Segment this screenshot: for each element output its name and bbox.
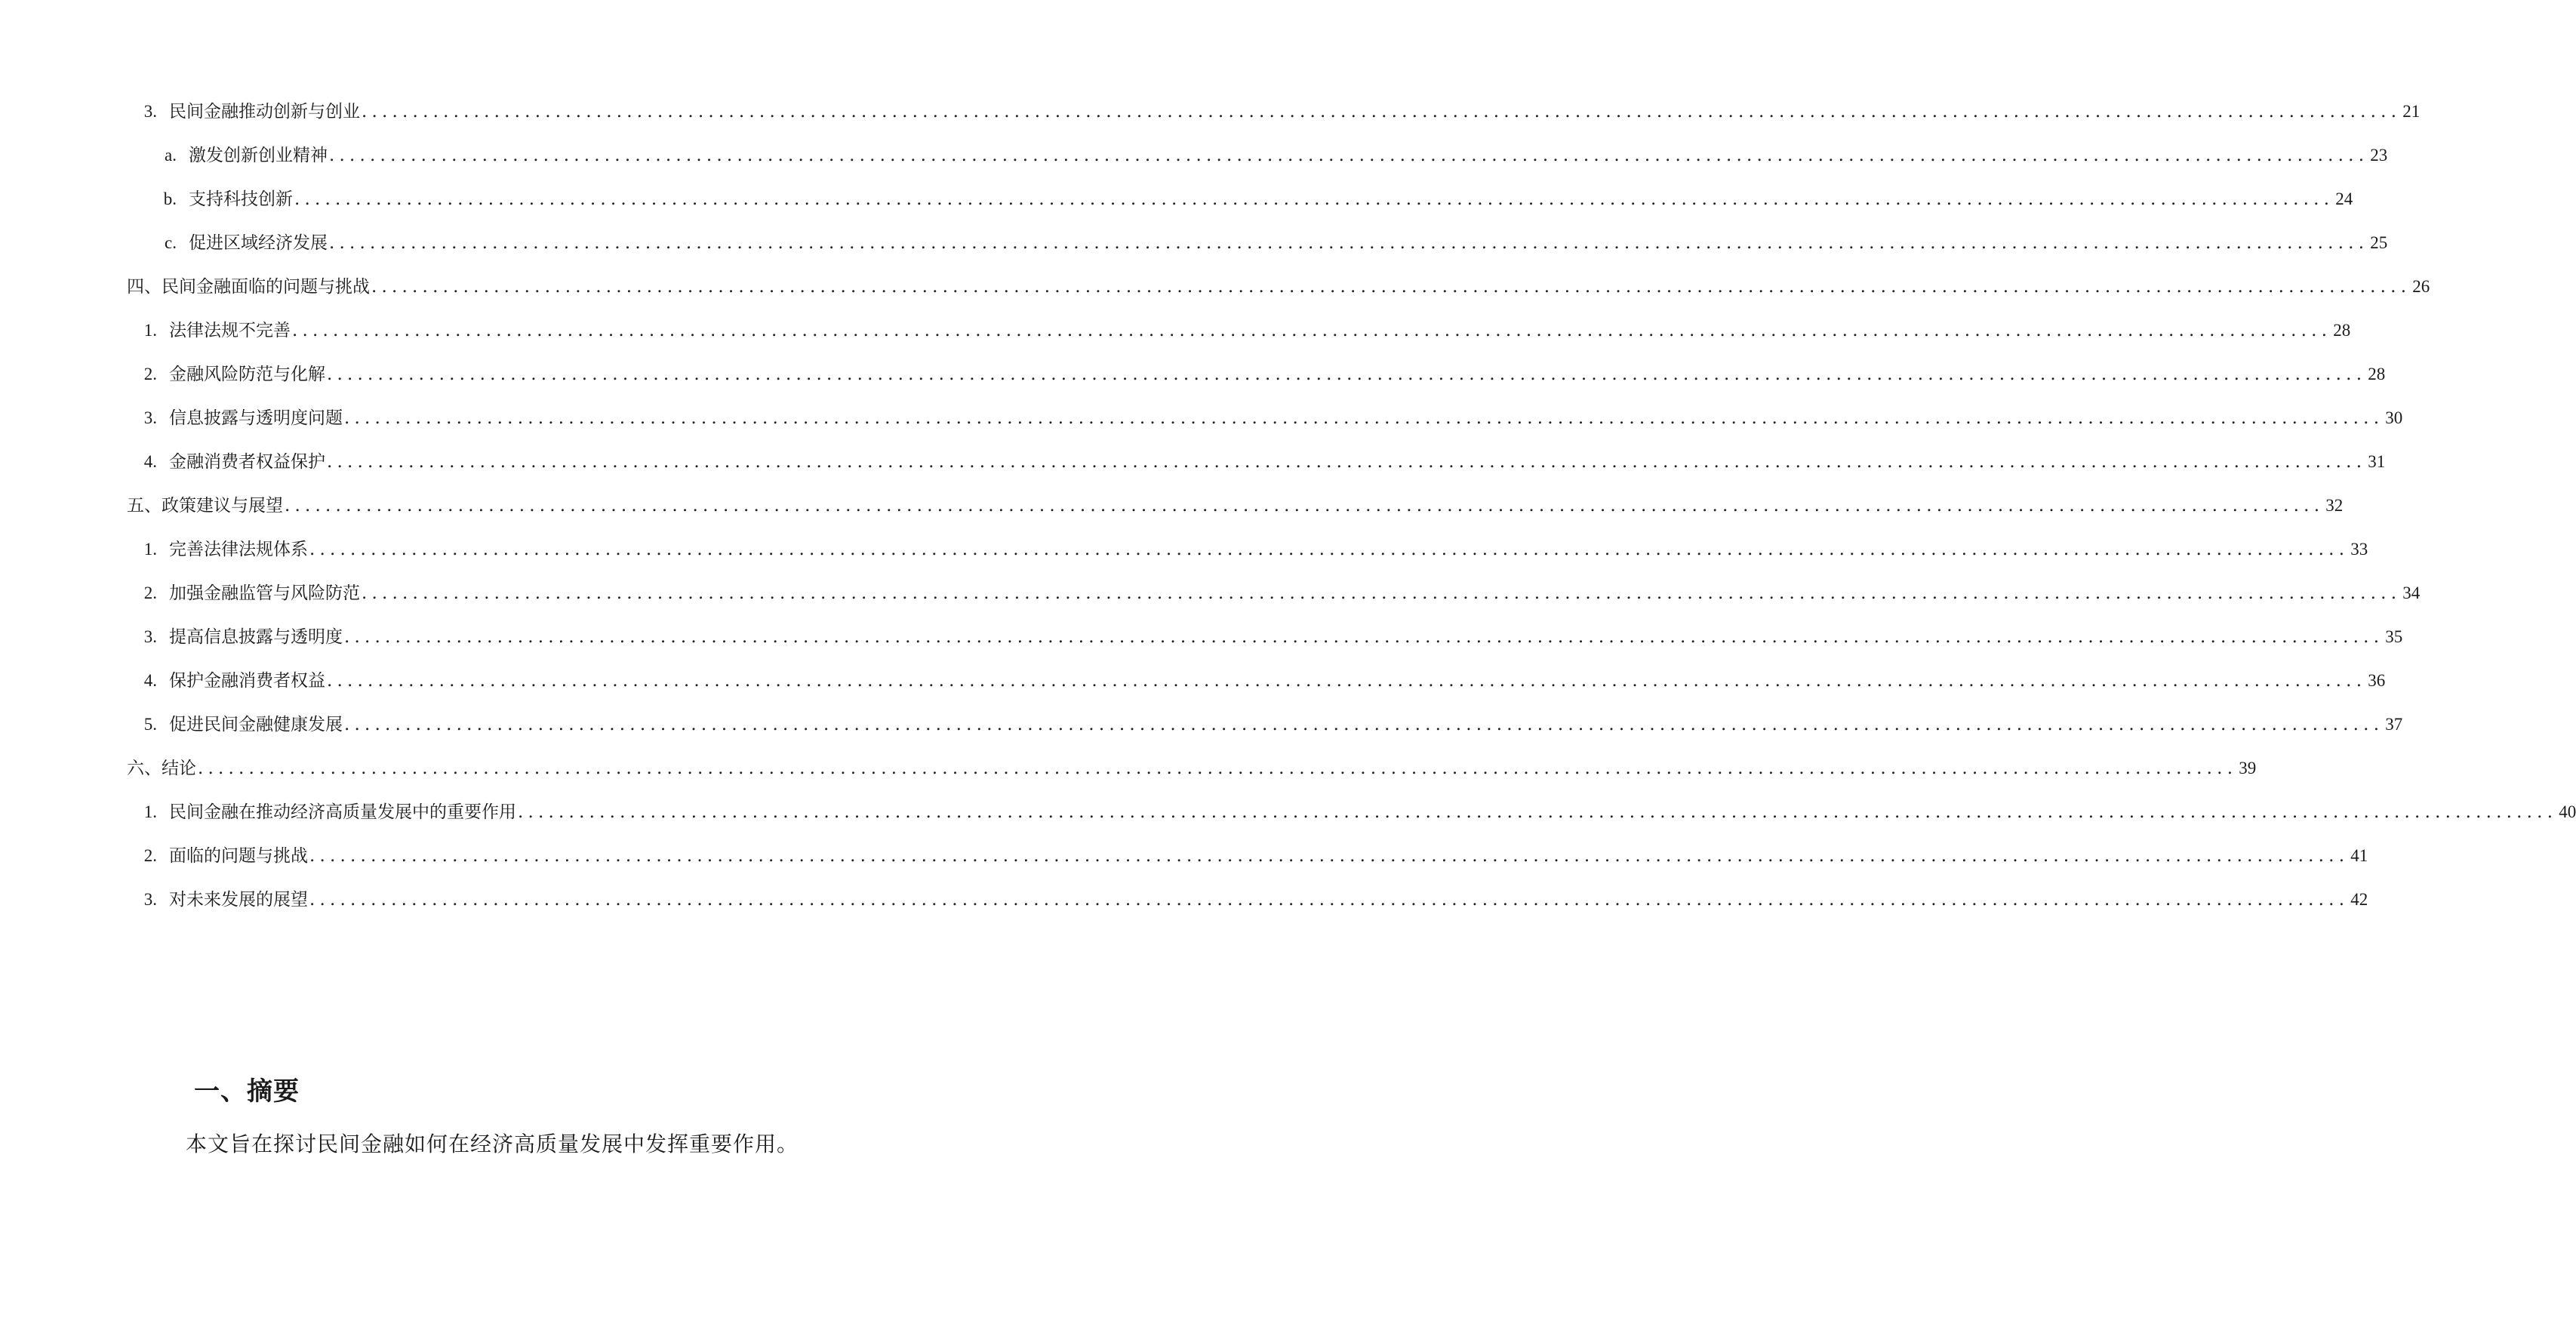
toc-entry-number: a. (165, 146, 177, 165)
toc-entry[interactable] (136, 578, 2421, 608)
toc-entry-number: 2. (143, 846, 157, 865)
toc-dot-leader: ........................................................................................................................................................................................................ (362, 102, 2402, 122)
toc-dot-leader: ........................................................................................................................................................................................................ (327, 365, 2367, 384)
toc-entry[interactable] (127, 753, 2257, 784)
toc-entry-number: 2. (143, 583, 157, 602)
toc-entry[interactable] (136, 403, 2403, 433)
toc-dot-leader: ........................................................................................................................................................................................................ (371, 277, 2411, 297)
toc-entry-title: 民间金融在推动经济高质量发展中的重要作用 (169, 802, 516, 822)
section-heading: 一、摘要 (194, 1076, 300, 1107)
toc-dot-leader: ........................................................................................................................................................................................................ (309, 890, 2350, 910)
toc-entry-title: 金融消费者权益保护 (169, 452, 325, 472)
toc-entry-number: 1. (143, 802, 157, 821)
toc-entry-page: 31 (2368, 452, 2386, 471)
toc-entry-page: 35 (2385, 627, 2403, 646)
toc-dot-leader: ........................................................................................................................................................................................................ (309, 540, 2350, 559)
toc-entry[interactable] (127, 491, 2344, 521)
toc-entry-title: 完善法律法规体系 (169, 540, 308, 559)
toc-entry-title: 四、民间金融面临的问题与挑战 (127, 277, 370, 297)
toc-dot-leader: ........................................................................................................................................................................................................ (329, 233, 2369, 253)
toc-entry[interactable] (136, 666, 2386, 696)
toc-entry[interactable] (151, 228, 2388, 258)
toc-entry-number: 3. (143, 408, 157, 427)
toc-entry-page: 39 (2239, 759, 2257, 777)
toc-entry-number: 2. (143, 365, 157, 383)
toc-entry-page: 41 (2350, 846, 2368, 865)
toc-entry-title: 加强金融监管与风险防范 (169, 583, 360, 603)
toc-dot-leader: ........................................................................................................................................................................................................ (327, 452, 2367, 472)
toc-entry-page: 24 (2335, 189, 2353, 208)
toc-entry-title: 面临的问题与挑战 (169, 846, 308, 866)
toc-entry-number: 1. (143, 540, 157, 559)
toc-entry[interactable] (136, 797, 2576, 827)
toc-entry-title: 法律法规不完善 (169, 321, 291, 340)
toc-entry[interactable] (136, 534, 2368, 565)
toc-entry-title: 六、结论 (127, 759, 196, 778)
toc-entry-page: 28 (2333, 321, 2351, 340)
toc-dot-leader: ........................................................................................................................................................................................................ (329, 146, 2369, 165)
toc-entry-number: c. (165, 233, 177, 252)
toc-entry-number: 1. (143, 321, 157, 340)
toc-dot-leader: ........................................................................................................................................................................................................ (344, 627, 2384, 647)
toc-entry-page: 36 (2368, 671, 2386, 690)
toc-entry-title: 信息披露与透明度问题 (169, 408, 343, 428)
toc-dot-leader: ........................................................................................................................................................................................................ (198, 759, 2238, 778)
toc-entry-number: 4. (143, 671, 157, 690)
toc-dot-leader: ........................................................................................................................................................................................................ (285, 496, 2325, 516)
toc-entry-title: 提高信息披露与透明度 (169, 627, 343, 647)
toc-entry-title: 金融风险防范与化解 (169, 365, 325, 384)
toc-entry[interactable] (127, 272, 2430, 302)
toc-entry[interactable] (136, 316, 2351, 346)
toc-entry-page: 32 (2325, 496, 2344, 515)
toc-dot-leader: ........................................................................................................................................................................................................ (292, 321, 2332, 340)
toc-entry-title: 对未来发展的展望 (169, 890, 308, 910)
toc-dot-leader: ........................................................................................................................................................................................................ (309, 846, 2350, 866)
toc-entry-title: 促进民间金融健康发展 (169, 715, 343, 734)
toc-entry-page: 21 (2402, 102, 2421, 121)
toc-entry-title: 五、政策建议与展望 (127, 496, 283, 516)
toc-entry[interactable] (136, 885, 2368, 915)
toc-dot-leader: ........................................................................................................................................................................................................ (344, 715, 2384, 734)
toc-entry[interactable] (136, 710, 2403, 740)
toc-entry-number: b. (163, 189, 177, 208)
toc-entry-number: 3. (143, 890, 157, 909)
toc-entry-number: 5. (143, 715, 157, 734)
toc-entry[interactable] (136, 97, 2421, 127)
toc-dot-leader: ........................................................................................................................................................................................................ (294, 189, 2334, 209)
toc-entry-number: 3. (143, 627, 157, 646)
toc-entry-page: 25 (2370, 233, 2388, 252)
toc-entry-page: 37 (2385, 715, 2403, 734)
toc-entry[interactable] (136, 359, 2386, 390)
toc-entry-title: 民间金融推动创新与创业 (169, 102, 360, 122)
toc-entry-page: 34 (2402, 583, 2421, 602)
toc-entry-page: 23 (2370, 146, 2388, 165)
toc-entry-page: 26 (2412, 277, 2430, 296)
toc-dot-leader: ........................................................................................................................................................................................................ (362, 583, 2402, 603)
toc-dot-leader: ........................................................................................................................................................................................................ (344, 408, 2384, 428)
toc-dot-leader: ........................................................................................................................................................................................................ (518, 802, 2558, 822)
toc-entry-page: 40 (2559, 802, 2576, 821)
toc-entry-page: 28 (2368, 365, 2386, 383)
toc-entry[interactable] (136, 841, 2368, 871)
toc-entry-title: 支持科技创新 (189, 189, 293, 209)
toc-entry-number: 4. (143, 452, 157, 471)
toc-entry-title: 保护金融消费者权益 (169, 671, 325, 691)
toc-entry-page: 42 (2350, 890, 2368, 909)
abstract-text: 本文旨在探讨民间金融如何在经济高质量发展中发挥重要作用。 (186, 1132, 799, 1156)
toc-entry[interactable] (151, 184, 2353, 214)
toc-entry-title: 促进区域经济发展 (189, 233, 328, 253)
toc-entry[interactable] (151, 140, 2388, 171)
toc-entry-number: 3. (143, 102, 157, 121)
toc-entry[interactable] (136, 447, 2386, 477)
toc-entry[interactable] (136, 622, 2403, 652)
toc-dot-leader: ........................................................................................................................................................................................................ (327, 671, 2367, 691)
toc-entry-title: 激发创新创业精神 (189, 146, 328, 165)
toc-entry-page: 33 (2350, 540, 2368, 559)
toc-entry-page: 30 (2385, 408, 2403, 427)
